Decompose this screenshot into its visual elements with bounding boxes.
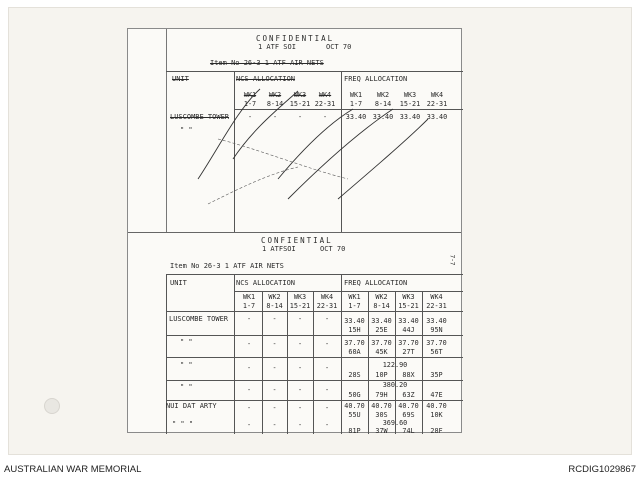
top-row1-ncs-2: -: [272, 113, 278, 121]
bottom-week-2: WK2: [268, 293, 281, 301]
code-cell: 44J: [402, 326, 415, 334]
bottom-header-classification: CONFIENTIAL: [261, 236, 333, 245]
code-cell: 28S: [348, 371, 361, 379]
top-row1-freq-3: 33.40: [399, 113, 421, 121]
top-freq-week-1: WK1: [349, 91, 363, 99]
bottom-week-1: WK1: [242, 293, 256, 301]
freq-cell: 40.70: [344, 402, 365, 410]
freq-cell: 122.90: [382, 361, 408, 369]
top-week-2: WK2: [268, 91, 282, 99]
top-freq-week-3: WK3: [403, 91, 417, 99]
code-cell: 50G: [348, 391, 361, 399]
table-row-unit: " ": [180, 383, 193, 391]
top-week-4: WK4: [318, 91, 332, 99]
pen-stroke: [278, 109, 353, 179]
pen-stroke: [233, 91, 298, 159]
bottom-freq-week-3: WK3: [402, 293, 415, 301]
freq-cell: 37.70: [371, 339, 392, 347]
code-cell: 15H: [348, 326, 361, 334]
top-header-month: OCT 70: [326, 43, 352, 51]
code-cell: 27T: [402, 348, 415, 356]
top-unit-label: UNIT: [172, 75, 189, 83]
ncs-cell: -: [324, 315, 330, 323]
bottom-range-1: 1-7: [242, 302, 256, 310]
code-cell: 88X: [402, 371, 415, 379]
code-cell: 47E: [430, 391, 443, 399]
table-row-unit: NUI DAT ARTY: [166, 402, 217, 410]
ncs-cell: -: [272, 340, 277, 348]
code-cell: 79H: [375, 391, 388, 399]
freq-cell: 40.70: [426, 402, 447, 410]
ncs-cell: -: [246, 404, 252, 412]
code-cell: 30S: [375, 411, 388, 419]
bottom-week-4: WK4: [320, 293, 334, 301]
top-row1-ncs-1: -: [247, 113, 253, 121]
top-freq-label: FREQ ALLOCATION: [344, 75, 408, 83]
top-header-soi: 1 ATF SOI: [258, 43, 296, 51]
bottom-freq-week-4: WK4: [430, 293, 443, 301]
ncs-cell: -: [272, 386, 277, 394]
code-cell: 35P: [430, 371, 443, 379]
ncs-cell: -: [246, 386, 252, 394]
bottom-header-month: OCT 70: [320, 245, 346, 253]
ncs-cell: -: [246, 340, 252, 348]
ncs-cell: -: [297, 421, 303, 429]
ncs-cell: -: [246, 364, 252, 372]
top-freq-range-1: 1-7: [349, 100, 363, 108]
top-header-classification: CONFIDENTIAL: [256, 34, 335, 43]
bottom-freq-label: FREQ ALLOCATION: [344, 279, 408, 287]
ncs-cell: -: [297, 315, 303, 323]
bottom-range-3: 15-21: [289, 302, 311, 310]
top-week-3: WK3: [293, 91, 307, 99]
code-cell: 69S: [402, 411, 415, 419]
ncs-cell: -: [324, 386, 330, 394]
table-row-unit: " " ": [172, 420, 194, 428]
ncs-cell: -: [272, 421, 277, 429]
ncs-cell: -: [272, 315, 277, 323]
freq-cell: 40.70: [398, 402, 419, 410]
bottom-item-title: Item No 26-3 1 ATF AIR NETS: [170, 262, 284, 270]
top-row1-freq-2: 33.40: [372, 113, 394, 121]
bottom-freq-range-1: 1-7: [348, 302, 361, 310]
ncs-cell: -: [297, 340, 303, 348]
freq-cell: 33.40: [344, 317, 365, 325]
top-freq-week-2: WK2: [376, 91, 390, 99]
code-cell: 28F: [430, 427, 443, 435]
freq-cell: 33.40: [426, 317, 447, 325]
top-range-2: 8-14: [266, 100, 284, 108]
code-cell: 81P: [348, 427, 361, 435]
top-ncs-label: NCS ALLOCATION: [236, 75, 296, 83]
freq-cell: 37.70: [344, 339, 365, 347]
ncs-cell: -: [324, 364, 330, 372]
top-row1-ncs-3: -: [297, 113, 303, 121]
ncs-cell: -: [272, 404, 277, 412]
top-row2-unit: " ": [180, 126, 193, 134]
code-cell: 74L: [402, 427, 415, 435]
ncs-cell: -: [324, 340, 330, 348]
freq-cell: 33.40: [398, 317, 419, 325]
pen-stroke: [198, 89, 260, 179]
ncs-cell: -: [324, 421, 330, 429]
bottom-range-4: 22-31: [316, 302, 338, 310]
freq-cell: 380.20: [382, 381, 408, 389]
top-range-4: 22-31: [314, 100, 336, 108]
code-cell: 10K: [430, 411, 443, 419]
top-freq-range-4: 22-31: [426, 100, 448, 108]
footer-institution: AUSTRALIAN WAR MEMORIAL: [4, 464, 142, 475]
top-freq-range-2: 8-14: [374, 100, 392, 108]
ncs-cell: -: [324, 404, 330, 412]
document-sheet: [127, 28, 462, 433]
top-week-1: WK1: [243, 91, 257, 99]
code-cell: 45K: [375, 348, 388, 356]
top-row1-freq-4: 33.40: [426, 113, 448, 121]
code-cell: 55U: [348, 411, 361, 419]
ncs-cell: -: [297, 364, 303, 372]
bottom-range-2: 8-14: [266, 302, 283, 310]
pen-stroke: [208, 167, 298, 204]
ncs-cell: -: [246, 315, 252, 323]
freq-cell: 37.70: [426, 339, 447, 347]
code-cell: 95N: [430, 326, 443, 334]
ncs-cell: -: [297, 404, 303, 412]
freq-cell: 33.40: [371, 317, 392, 325]
cancellation-strokes: [128, 29, 463, 232]
pen-stroke: [338, 119, 428, 199]
top-item-title: Item No 26-3 1 ATF AIR NETS: [210, 59, 324, 67]
top-row1-unit: LUSCOMBE TOWER: [170, 113, 230, 121]
top-freq-range-3: 15-21: [399, 100, 421, 108]
top-row1-freq-1: 33.40: [345, 113, 367, 121]
code-cell: 63Z: [402, 391, 415, 399]
top-range-1: 1-7: [243, 100, 257, 108]
top-freq-week-4: WK4: [430, 91, 444, 99]
table-row-unit: LUSCOMBE TOWER: [169, 315, 229, 323]
ncs-cell: -: [297, 386, 303, 394]
table-row-unit: " ": [180, 338, 193, 346]
bottom-side-mark: 7-7: [448, 254, 456, 266]
code-cell: 10P: [375, 371, 388, 379]
bottom-freq-week-2: WK2: [375, 293, 388, 301]
bottom-freq-range-4: 22-31: [426, 302, 447, 310]
freq-cell: 37.70: [398, 339, 419, 347]
footer-record-id: RCDIG1029867: [568, 464, 636, 475]
code-cell: 56T: [430, 348, 443, 356]
bottom-freq-range-2: 8-14: [373, 302, 390, 310]
code-cell: 60A: [348, 348, 361, 356]
bottom-week-3: WK3: [293, 293, 307, 301]
bottom-freq-week-1: WK1: [348, 293, 361, 301]
table-row-unit: " ": [180, 361, 193, 369]
punch-hole-icon: [44, 398, 60, 414]
top-row1-ncs-4: -: [322, 113, 328, 121]
bottom-freq-range-3: 15-21: [398, 302, 419, 310]
bottom-unit-label: UNIT: [170, 279, 187, 287]
bottom-ncs-label: NCS ALLOCATION: [236, 279, 296, 287]
code-cell: 25E: [375, 326, 388, 334]
top-range-3: 15-21: [289, 100, 311, 108]
pen-stroke: [288, 109, 393, 199]
bottom-header-soi: 1 ATFSOI: [262, 245, 296, 253]
ncs-cell: -: [272, 364, 277, 372]
ncs-cell: -: [246, 421, 252, 429]
code-cell: 37W: [375, 427, 388, 435]
freq-cell: 40.70: [371, 402, 392, 410]
freq-cell: 369.60: [382, 419, 408, 427]
